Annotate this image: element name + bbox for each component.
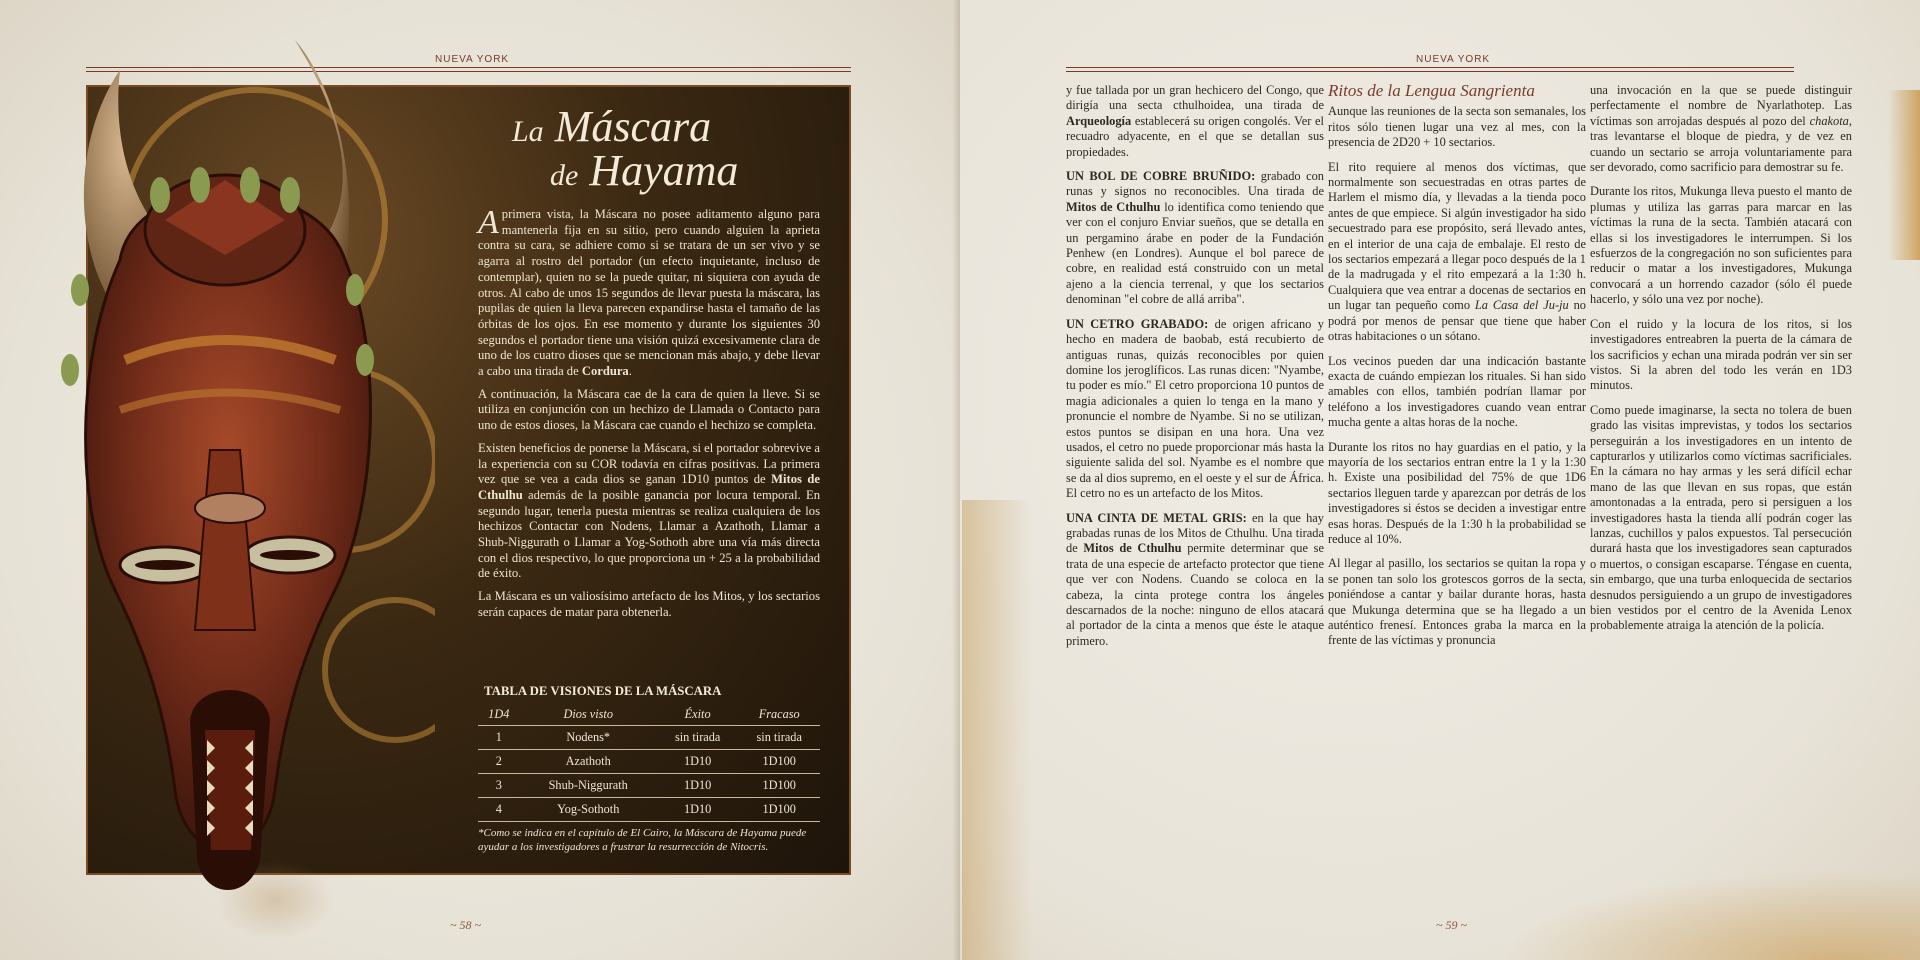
title-mascara: Máscara xyxy=(554,102,712,151)
mask-paragraph-1: Aprimera vista, la Máscara no posee aditamento alguno para mantenerla fija en su sitio, pero cuando alguien la aprieta contra su cara, se adhiere como si se tratara de un ser vivo y se agarra al rostro del portador (un efecto inquietante, incluso de contemplar), quien no se la puede quitar, ni siquiera con ayuda de otros. Al cabo de unos 15 segundos de llevar puesta la máscara, las pupilas de quien la lleva parecen expandirse hasta el tamaño de las órbitas de los ojos. En ese momento y durante los siguientes 30 segundos el portador tiene una visión quizá excesivamente clara de uno de los cuatro dioses que se mencionan más abajo, y debe llevar a cabo una tirada de Cordura. xyxy=(478,204,820,379)
paragraph: Durante los ritos no hay guardias en el patio, y la mayoría de los sectarios entran entre la 1 y la 1:30 h. Existe una posibilidad del 75% de que 1D6 sectarios lleguen tarde y aparezcan por detrás de los investigadores si éstos se deciden a investigar entre esas horas. Después de la 1:30 h la probabilidad se reduce al 10%. xyxy=(1328,439,1586,546)
right-column-3 xyxy=(1590,83,1852,643)
drop-cap: A xyxy=(478,204,499,241)
table-cell: 1D100 xyxy=(738,798,820,822)
paragraph-bol: UN BOL DE COBRE BRUÑIDO: grabado con runas y signos no reconocibles. Una tirada de Mitos de Cthulhu lo identifica como teniendo que ver con el conjuro Enviar sueños, que se detalla en un pergamino árabe en poder de la Fundación Penhew (en Londres). Aunque el bol parece de cobre, en realidad está construido con un metal ajeno a la ciencia terrenal, y que los sectarios denominan "el cobre de allá arriba". xyxy=(1066,169,1324,307)
paragraph: El rito requiere al menos dos víctimas, que normalmente son secuestradas en otras partes de Harlem el mismo día, y llevadas a la tienda poco antes de que empiece. Si algún investigador ha sido secuestrado para ese propósito, será llevado antes, en el interior de una caja de embalaje. El resto de los sectarios empezará a llegar poco después de la 1 de la madrugada y el rito empezará a la 1:30 h. Cualquiera que vea entrar a docenas de sectarios en un lugar tan pequeño como La Casa del Ju-ju no podrá por menos de pensar que tiene que haber otras habitaciones o un sótano. xyxy=(1328,159,1586,344)
header-fracaso: Fracaso xyxy=(738,704,820,726)
mask-paragraph-2: A continuación, la Máscara cae de la cara de quien la lleve. Si se utiliza en conjunción con un hechizo de Llamada o Contacto para uno de estos dioses, la Máscara cae cuando el hechizo se completa. xyxy=(478,386,820,433)
paragraph: Como puede imaginarse, la secta no tolera de buen grado las visitas imprevistas, y todos los sectarios perseguirán a los investigadores en un intento de capturarlos y utilizarlos como víctimas sacrificiales. En la cámara no hay armas y les será difícil echar mano de las que llevan en sus ropas, que están amontonadas a la entrada, pero si persiguen a los investigadores hasta la tienda allí podrán coger las lanzas, cuchillos y palos expuestos. Tal persecución durará hasta que los investigadores sean capturados o muertos, o consigan escaparse. Téngase en cuenta, sin embargo, que una turba enloquecida de sectarios desnudos persiguiendo a un grupo de investigadores bien vestidos por el centro de la Avenida Lenox probablemente atraiga la atención de la policía. xyxy=(1590,402,1852,633)
visions-table-title: TABLA DE VISIONES DE LA MÁSCARA xyxy=(484,684,722,698)
paragraph: Con el ruido y la locura de los ritos, si los investigadores entreabren la puerta de la cámara de los sacrificios y echan una mirada podrán ver sin ser vistos. Si la abren del todo les verán en 1D3 minutos. xyxy=(1590,316,1852,393)
table-cell: Nodens* xyxy=(520,726,657,750)
header-dios-visto: Dios visto xyxy=(520,704,657,726)
paragraph: y fue tallada por un gran hechicero del Congo, que dirigía una secta cthulhoidea, una tirada de Arqueología establecerá su origen congolés. Ver el recuadro adyacente, en el que se detallan sus propiedades. xyxy=(1066,83,1324,159)
page-number-right: ~ 59 ~ xyxy=(1436,918,1467,932)
table-cell: Yog-Sothoth xyxy=(520,798,657,822)
table-cell: 1D10 xyxy=(657,750,739,774)
paragraph: Aunque las reuniones de la secta son semanales, los ritos sólo tienen lugar una vez al mes, con la presencia de 2D20 + 10 sectarios. xyxy=(1328,104,1586,150)
paper-stain xyxy=(1888,90,1920,260)
header-rule-right xyxy=(1066,67,1794,72)
mask-paragraph-3: Existen beneficios de ponerse la Máscara, si el portador sobrevive a la experiencia con su COR todavía en cifras positivas. La primera vez que se vea a cada dios se ganan 1D10 puntos de Mitos de Cthulhu además de la posible ganancia por locura temporal. En segundo lugar, tenerla puesta mientras se realiza cualquiera de los hechizos Contactar con Nodens, Llamar a Azathoth, Llamar a Shub-Niggurath o Llamar a Yog-Sothoth abre una vía más directa con el dios respectivo, lo que proporciona un + 25 a la probabilidad de éxito. xyxy=(478,440,820,581)
paper-stain xyxy=(1500,870,1920,960)
running-head-left: NUEVA YORK xyxy=(435,54,510,65)
mask-illustration xyxy=(15,30,435,920)
table-row xyxy=(478,774,820,798)
table-row xyxy=(478,750,820,774)
table-cell: 1D100 xyxy=(738,774,820,798)
mask-description xyxy=(478,204,820,628)
mask-paragraph-4: La Máscara es un valiosísimo artefacto de los Mitos, y los sectarios serán capaces de matar para obtenerla. xyxy=(478,589,820,619)
table-cell: sin tirada xyxy=(738,726,820,750)
table-cell: 1D100 xyxy=(738,750,820,774)
paragraph-cinta: UNA CINTA DE METAL GRIS: en la que hay grabadas runas de los Mitos de Cthulhu. Una tirada de Mitos de Cthulhu permite determinar que se trata de una especie de artefacto protector que tiene que ver con Nodens. Cuando se coloca en la cabeza, la cinta protege contra los ángeles descarnados de la noche: ninguno de ellos atacará al portador de la cinta a menos que éste le ataque primero. xyxy=(1066,510,1324,648)
table-cell: 1 xyxy=(478,726,520,750)
table-footnote: *Como se indica en el capítulo de El Cairo, la Máscara de Hayama puede ayudar a los investigadores a frustrar la resurrección de Nitocris. xyxy=(478,827,807,853)
header-exito: Éxito xyxy=(657,704,739,726)
table-cell: 4 xyxy=(478,798,520,822)
right-column-1 xyxy=(1066,83,1324,658)
table-cell: Shub-Niggurath xyxy=(520,774,657,798)
paragraph-cetro: UN CETRO GRABADO: de origen africano y hecho en madera de baobab, está recubierto de antiguas runas, quizás reconocibles por quien domine los jeroglíficos. Las runas dicen: "Nyambe, tu poder es mío." El cetro proporciona 10 puntos de magia adicionales a quien lo tenga en la mano y pronuncie el nombre de Nyambe. Si no se utilizan, estos puntos se disipan en una hora. Una vez usados, el cetro no puede proporcionar más hasta la siguiente salida del sol. Nyambe es el nombre que se da al dios supremo, en el oeste y el sur de África. El cetro no es un artefacto de los Mitos. xyxy=(1066,316,1324,501)
title-hayama: Hayama xyxy=(589,146,739,195)
paragraph: Al llegar al pasillo, los sectarios se quitan la ropa y se ponen tan solo los grotescos gorros de la secta, poniéndose a cantar y bailar durante horas, hasta que Mukunga determina que se ha llegado a un auténtico frenesí. Entonces graba la marca en la frente de las víctimas y pronuncia xyxy=(1328,556,1586,648)
title-de: de xyxy=(550,159,579,192)
table-cell: 1D10 xyxy=(657,798,739,822)
table-cell: 3 xyxy=(478,774,520,798)
section-heading: Ritos de la Lengua Sangrienta xyxy=(1328,81,1535,100)
paragraph: una invocación en la que se puede distinguir perfectamente el nombre de Nyarlathotep. Las víctimas son arrojadas después al pozo del chakota, tras levantarse el bloque de piedra, y de vez en cuando un sectario se arroja voluntariamente para ser devorado, como sacrificio para demostrar su fe. xyxy=(1590,83,1852,175)
table-cell: sin tirada xyxy=(657,726,739,750)
visions-table xyxy=(478,704,820,822)
title-la: La xyxy=(512,115,544,148)
right-column-2 xyxy=(1328,83,1586,658)
paragraph: Durante los ritos, Mukunga lleva puesto el manto de plumas y utiliza las garras para marcar en las víctimas la runa de la secta. También atacará con ellas si los investigadores le interrumpen. Si los esfuerzos de la congregación no son suficientes para reducir o matar a los investigadores, Mukunga convocará a un horrendo cazador (sólo él puede hacerlo, y sólo una vez por noche). xyxy=(1590,184,1852,307)
header-1d4: 1D4 xyxy=(478,704,520,726)
paragraph: Los vecinos pueden dar una indicación bastante exacta de cuándo empiezan los rituales. Si han sido amables con ellos, también podrían llamar por teléfono a los investigadores cuando vean entrar mucha gente a altas horas de la noche. xyxy=(1328,353,1586,430)
mask-title xyxy=(512,102,739,195)
running-head-right: NUEVA YORK xyxy=(1416,54,1491,65)
paper-stain xyxy=(962,500,1032,960)
page-number-left: ~ 58 ~ xyxy=(450,918,481,932)
table-cell: 2 xyxy=(478,750,520,774)
right-page xyxy=(960,0,1920,960)
table-row xyxy=(478,798,820,822)
table-cell: 1D10 xyxy=(657,774,739,798)
table-row xyxy=(478,726,820,750)
table-cell: Azathoth xyxy=(520,750,657,774)
table-header-row xyxy=(478,704,820,726)
